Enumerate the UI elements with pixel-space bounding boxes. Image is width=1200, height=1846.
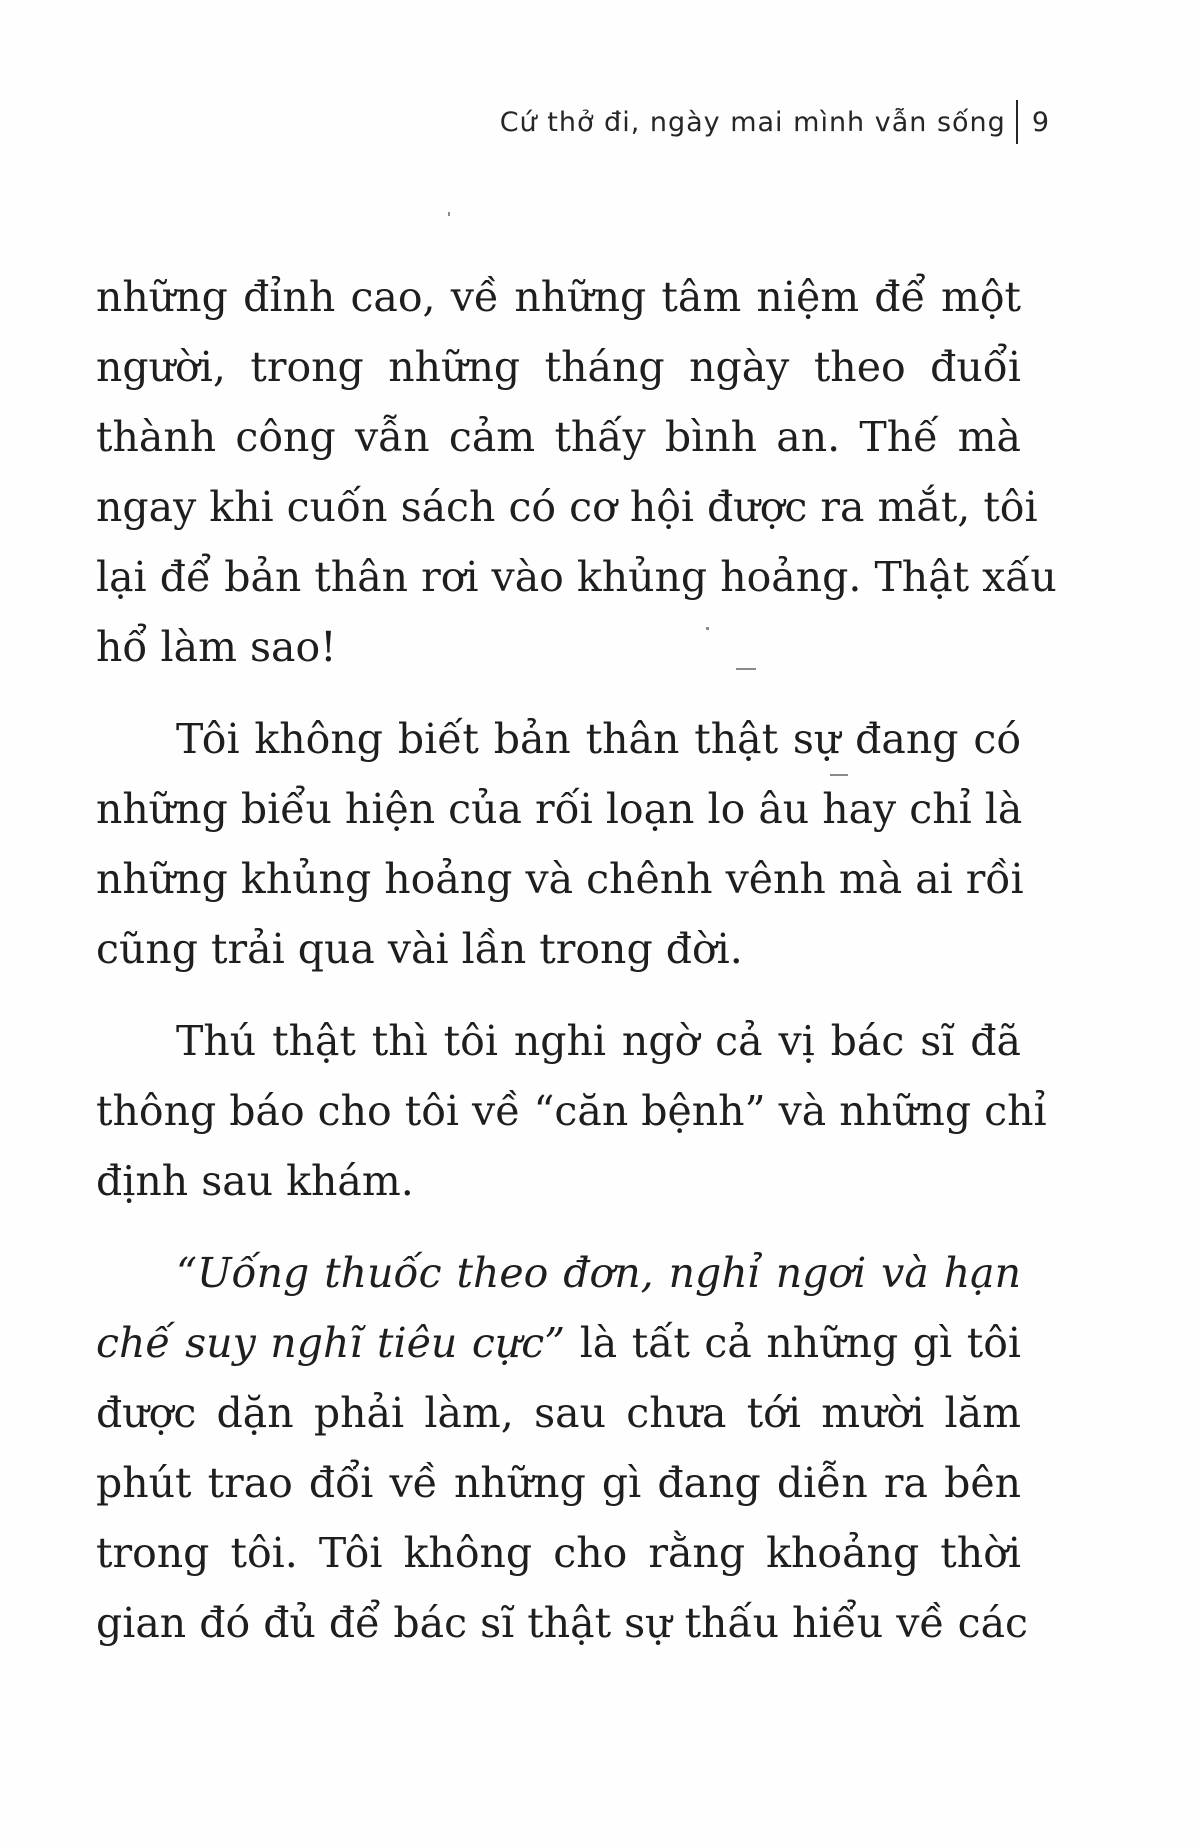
running-title: Cứ thở đi, ngày mai mình vẫn sống: [499, 106, 1006, 138]
scan-speck: [830, 774, 848, 776]
italic-quote: chế suy nghĩ tiêu cực”: [96, 1319, 566, 1367]
italic-quote: “Uống thuốc theo đơn, nghỉ ngơi và hạn: [176, 1249, 1021, 1297]
text-line: hổ làm sao!: [96, 623, 337, 671]
paragraph-4: [96, 1238, 1028, 1658]
text-line: lại để bản thân rơi vào khủng hoảng. Thật xấu: [96, 553, 1057, 601]
text-line: được dặn phải làm, sau chưa tới mười lăm: [96, 1389, 1021, 1437]
text-line: trong tôi. Tôi không cho rằng khoảng thời: [96, 1529, 1021, 1577]
body-text: [96, 262, 1057, 1680]
text-line: Thú thật thì tôi nghi ngờ cả vị bác sĩ đã: [176, 1017, 1021, 1065]
text-line: người, trong những tháng ngày theo đuổi: [96, 343, 1021, 391]
paragraph-2: [96, 704, 1024, 984]
text-line: định sau khám.: [96, 1157, 414, 1205]
text-line: thông báo cho tôi về “căn bệnh” và những chỉ: [96, 1087, 1047, 1135]
header-divider: [1016, 100, 1018, 144]
text-line: những đỉnh cao, về những tâm niệm để một: [96, 273, 1021, 321]
text-line: [96, 1308, 1021, 1378]
paragraph-1: [96, 262, 1057, 682]
text-line: phút trao đổi về những gì đang diễn ra bên: [96, 1459, 1021, 1507]
text-line: Tôi không biết bản thân thật sự đang có: [176, 715, 1021, 763]
text-line: ngay khi cuốn sách có cơ hội được ra mắt, tôi: [96, 483, 1038, 531]
page-number: 9: [1031, 106, 1050, 138]
text-line: những khủng hoảng và chênh vênh mà ai rồi: [96, 855, 1024, 903]
text-line: thành công vẫn cảm thấy bình an. Thế mà: [96, 413, 1021, 461]
text-line: [96, 1238, 1021, 1308]
running-header: [500, 100, 1050, 144]
text-line: gian đó đủ để bác sĩ thật sự thấu hiểu về các: [96, 1599, 1028, 1647]
paragraph-3: [96, 1006, 1047, 1216]
text-run: là tất cả những gì tôi: [565, 1319, 1021, 1367]
text-line: cũng trải qua vài lần trong đời.: [96, 925, 743, 973]
scan-speck: [736, 668, 756, 670]
text-line: những biểu hiện của rối loạn lo âu hay chỉ là: [96, 785, 1023, 833]
scan-speck: [448, 212, 450, 216]
scan-speck: [706, 627, 709, 630]
